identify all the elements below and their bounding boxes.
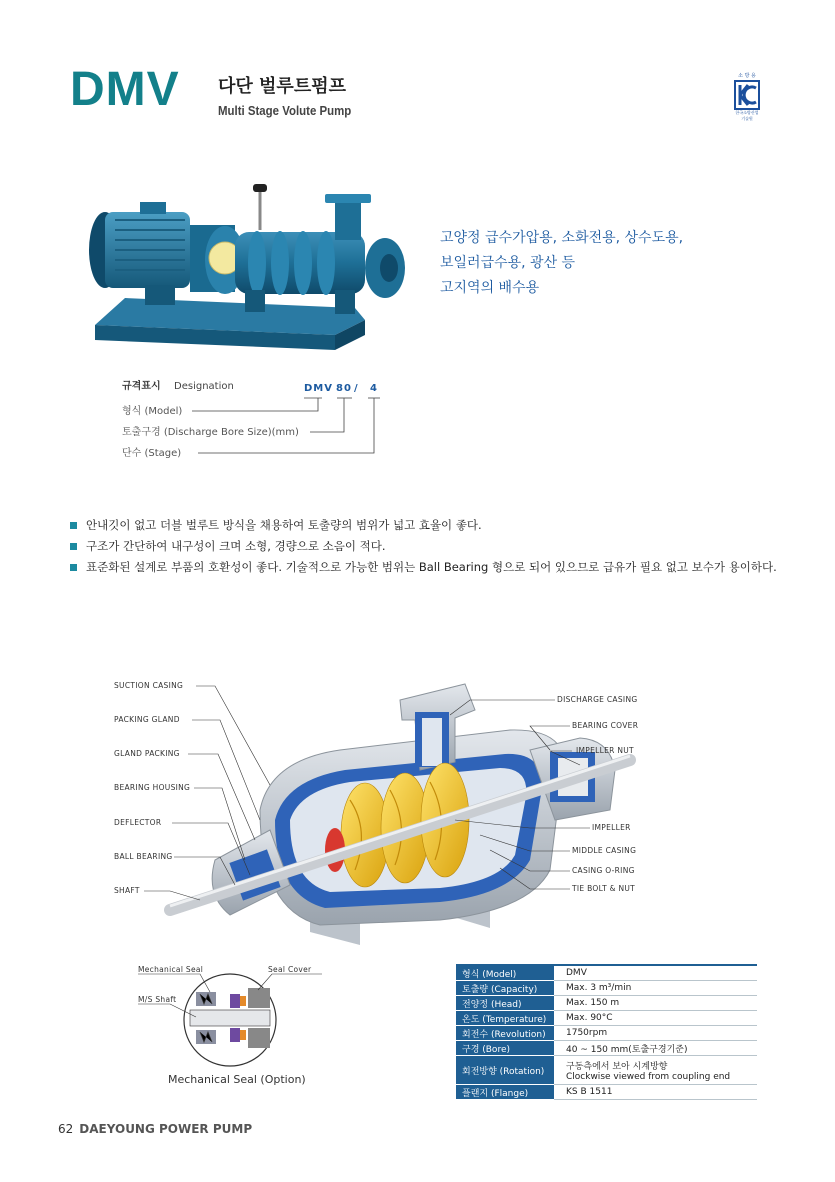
brand-title: DMV — [70, 63, 180, 116]
pump-cutaway-diagram — [110, 670, 770, 970]
label-bearing-housing: BEARING HOUSING — [114, 783, 191, 792]
spec-value-ko: 구동측에서 보아 시계방향 — [566, 1061, 668, 1072]
feature-item — [70, 557, 777, 578]
bullet-square-icon — [70, 543, 77, 550]
product-title-en: Multi Stage Volute Pump — [218, 103, 352, 118]
table-row — [456, 1085, 757, 1100]
applications-list — [440, 226, 683, 301]
spec-value: Max. 90°C — [554, 1011, 757, 1026]
feature-text: 구조가 간단하여 내구성이 크며 소형, 경량으로 소음이 적다. — [86, 539, 386, 553]
designation-label-ko: 규격표시 — [122, 381, 161, 392]
product-title-ko: 다단 벌루트펌프 — [218, 76, 346, 97]
spec-key: 구경 (Bore) — [456, 1041, 554, 1056]
cert-mark-top: 소 방 용 — [738, 73, 756, 79]
feature-text: 표준화된 설계로 부품의 호환성이 좋다. 기술적으로 가능한 범위는 Ball Bearing 형으로 되어 있으므로 급유가 필요 없고 보수가 용이하다. — [86, 560, 777, 574]
spec-value — [554, 1056, 757, 1085]
seal-label-ms-shaft: M/S Shaft — [138, 995, 177, 1004]
bullet-square-icon — [70, 564, 77, 571]
designation-row-bore: 토출구경 (Discharge Bore Size)(mm) — [122, 427, 299, 438]
label-packing-gland: PACKING GLAND — [114, 715, 180, 724]
application-line: 고지역의 배수용 — [440, 280, 540, 296]
pump-photo — [85, 180, 415, 365]
label-casing-o-ring: CASING O-RING — [572, 866, 635, 875]
spec-key: 회전방향 (Rotation) — [456, 1056, 554, 1085]
feature-item — [70, 536, 777, 557]
spec-value: DMV — [554, 965, 757, 981]
table-row — [456, 1026, 757, 1041]
designation-code-bore: 80 — [336, 383, 352, 394]
designation-row-model: 형식 (Model) — [122, 406, 183, 417]
designation-code-model: DMV — [304, 383, 333, 394]
designation-code-slash: / — [354, 383, 359, 394]
spec-value: 1750rpm — [554, 1026, 757, 1041]
label-impeller: IMPELLER — [592, 823, 631, 832]
label-discharge-casing: DISCHARGE CASING — [557, 695, 638, 704]
seal-caption: Mechanical Seal (Option) — [168, 1073, 306, 1086]
application-line: 고양정 급수가압용, 소화전용, 상수도용, — [440, 230, 684, 246]
label-ball-bearing: BALL BEARING — [114, 852, 173, 861]
page-number: 62 — [58, 1122, 74, 1136]
designation-label-en: Designation — [174, 381, 234, 392]
spec-key: 토출량 (Capacity) — [456, 981, 554, 996]
cert-mark-bottom: 한국소방산업기술원 — [735, 110, 759, 121]
table-row — [456, 1056, 757, 1085]
label-bearing-cover: BEARING COVER — [572, 721, 639, 730]
feature-list — [70, 515, 777, 578]
label-gland-packing: GLAND PACKING — [114, 749, 180, 758]
designation-diagram — [122, 380, 422, 470]
label-impeller-nut: IMPELLER NUT — [576, 746, 634, 755]
table-row — [456, 996, 757, 1011]
bullet-square-icon — [70, 522, 77, 529]
designation-code-stage: 4 — [370, 383, 378, 394]
spec-key: 온도 (Temperature) — [456, 1011, 554, 1026]
table-row — [456, 981, 757, 996]
spec-key: 회전수 (Revolution) — [456, 1026, 554, 1041]
company-name: DAEYOUNG POWER PUMP — [79, 1122, 253, 1136]
label-middle-casing: MIDDLE CASING — [572, 846, 637, 855]
label-shaft: SHAFT — [114, 886, 140, 895]
seal-label-seal-cover: Seal Cover — [268, 965, 312, 974]
spec-value: Max. 150 m — [554, 996, 757, 1011]
label-suction-casing: SUCTION CASING — [114, 681, 184, 690]
table-row — [456, 1041, 757, 1056]
spec-table — [456, 964, 757, 1100]
designation-leader-lines — [122, 380, 422, 470]
spec-key: 플랜지 (Flange) — [456, 1085, 554, 1100]
spec-key: 전양정 (Head) — [456, 996, 554, 1011]
spec-value-en: Clockwise viewed from coupling end — [566, 1071, 731, 1082]
feature-text: 안내깃이 없고 더블 벌루트 방식을 채용하여 토출량의 범위가 넓고 효율이 좋다. — [86, 518, 482, 532]
label-tie-bolt-nut: TIE BOLT & NUT — [572, 884, 636, 893]
kc-certification-icon — [734, 72, 760, 121]
table-row — [456, 965, 757, 981]
seal-label-mechanical-seal: Mechanical Seal — [138, 965, 204, 974]
application-line: 보일러급수용, 광산 등 — [440, 255, 576, 271]
spec-key: 형식 (Model) — [456, 965, 554, 981]
designation-row-stage: 단수 (Stage) — [122, 448, 182, 459]
label-deflector: DEFLECTOR — [114, 818, 162, 827]
feature-item — [70, 515, 777, 536]
spec-value: 40 ~ 150 mm(토출구경기준) — [554, 1041, 757, 1056]
table-row — [456, 1011, 757, 1026]
spec-value: Max. 3 m³/min — [554, 981, 757, 996]
page-footer — [58, 1122, 252, 1136]
spec-value: KS B 1511 — [554, 1085, 757, 1100]
